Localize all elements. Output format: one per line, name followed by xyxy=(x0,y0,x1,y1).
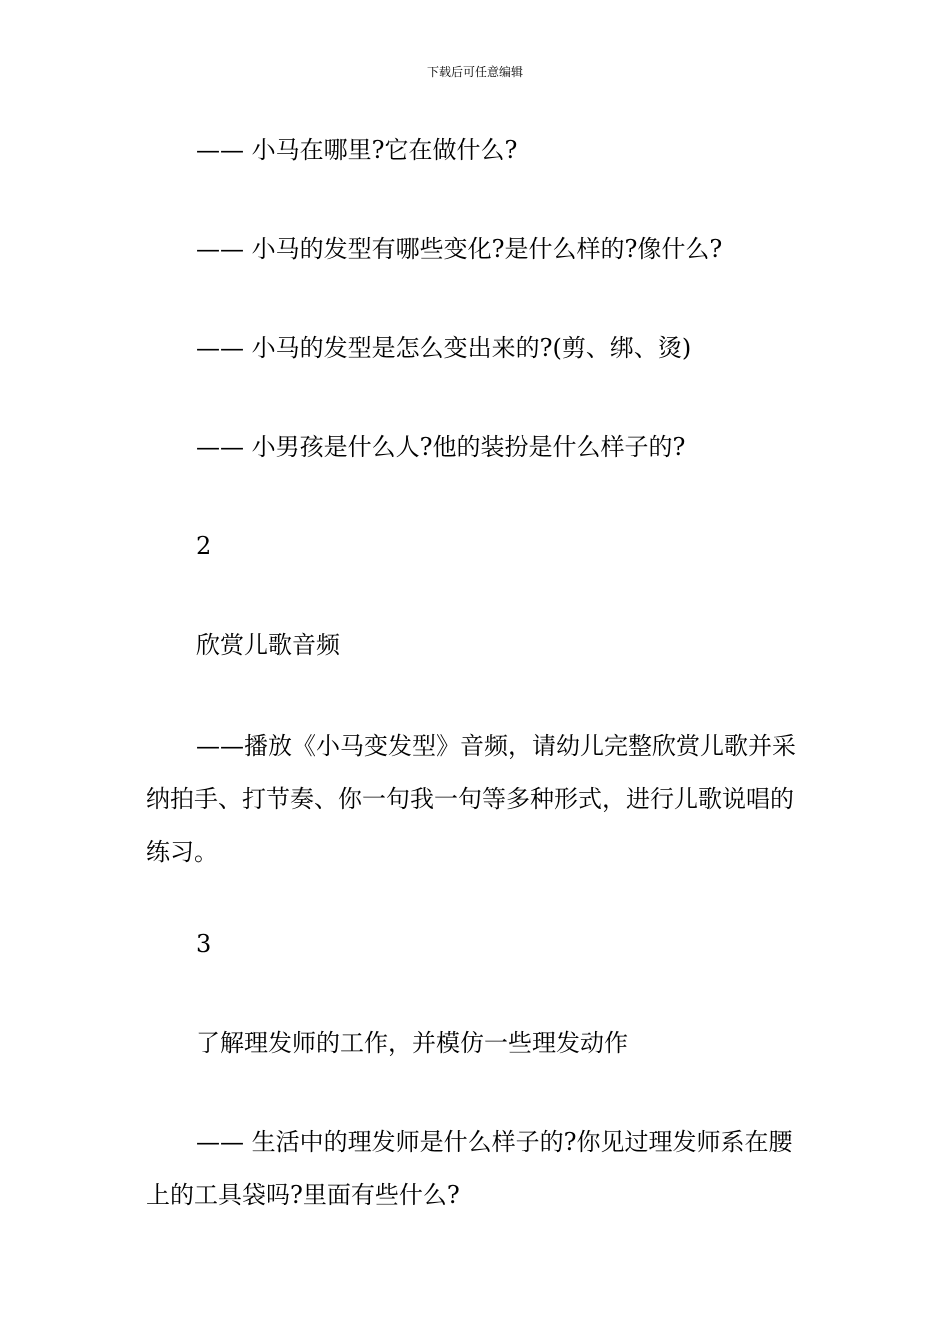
step-3-title: 了解理发师的工作，并模仿一些理发动作 xyxy=(196,1029,628,1057)
question-who-is-boy: —— 小男孩是什么人?他的装扮是什么样子的? xyxy=(196,433,686,461)
step-3-question-text: —— 生活中的理发师是什么样子的?你见过理发师系在腰上的工具袋吗?里面有些什么? xyxy=(146,1128,793,1209)
page-header: 下载后可任意编辑 xyxy=(426,65,523,79)
step-2-title: 欣赏儿歌音频 xyxy=(196,631,340,659)
question-where-is-pony: —— 小马在哪里?它在做什么? xyxy=(196,136,518,164)
step-number-3: 3 xyxy=(196,930,212,958)
question-hairstyle-changes: —— 小马的发型有哪些变化?是什么样的?像什么? xyxy=(196,235,723,263)
step-3-question xyxy=(146,1116,811,1222)
step-number-2: 2 xyxy=(196,532,212,560)
step-2-description xyxy=(146,720,811,879)
step-2-description-text: ——播放《小马变发型》音频，请幼儿完整欣赏儿歌并采纳拍手、打节奏、你一句我一句等多种形式，进行儿歌说唱的练习。 xyxy=(146,732,796,866)
question-how-hairstyle-made: —— 小马的发型是怎么变出来的?(剪、绑、烫) xyxy=(196,334,692,362)
